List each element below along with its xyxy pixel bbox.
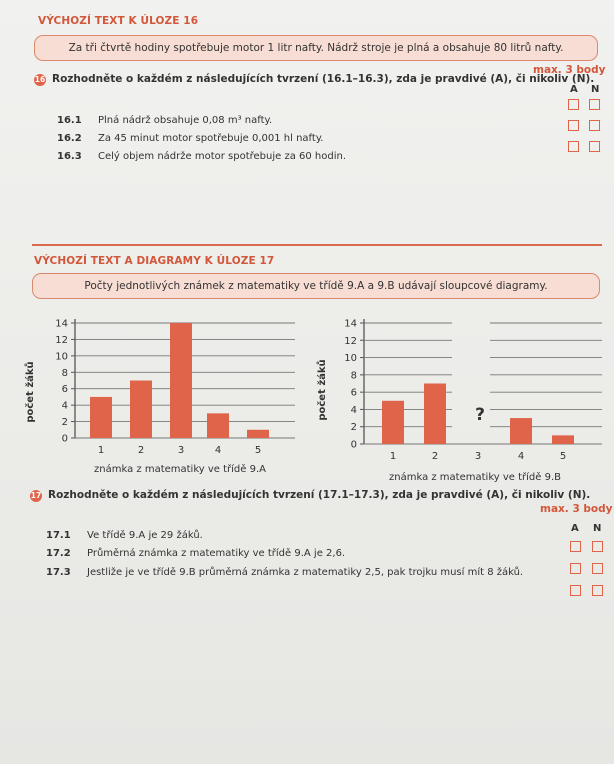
x-tick-label: 2 xyxy=(137,445,145,456)
chart-9b-y-tick-labels xyxy=(344,319,357,451)
checkbox-17-2-n[interactable] xyxy=(592,563,603,574)
x-tick-label: 1 xyxy=(389,451,397,462)
chart-9b-xlabel: známka z matematiky ve třídě 9.B xyxy=(389,472,561,483)
y-tick-label: 8 xyxy=(350,370,357,382)
x-tick-label: 2 xyxy=(431,451,439,462)
checkbox-17-1-a[interactable] xyxy=(570,541,581,552)
section17-intro-box xyxy=(32,273,600,299)
chart-9a-xlabel: známka z matematiky ve třídě 9.A xyxy=(94,464,266,475)
item-16-3-text: Celý objem nádrže motor spotřebuje za 60 hodin. xyxy=(98,151,347,162)
x-tick-label: 4 xyxy=(517,451,525,462)
task16-col-a: A xyxy=(570,84,578,95)
item-16-2-text: Za 45 minut motor spotřebuje 0,001 hl nafty. xyxy=(98,133,324,144)
checkbox-16-1-a[interactable] xyxy=(568,99,579,110)
bar-grade-1 xyxy=(382,401,404,444)
y-tick-label: 4 xyxy=(350,404,357,416)
y-tick-label: 12 xyxy=(55,334,68,346)
bar-grade-1 xyxy=(90,397,112,438)
task16-instruction: Rozhodněte o každém z následujících tvrzení (16.1–16.3), zda je pravdivé (A), či nikoliv (N). xyxy=(52,73,595,85)
y-tick-label: 10 xyxy=(55,351,68,363)
bar-grade-4 xyxy=(510,418,532,444)
bar-grade-2 xyxy=(130,381,152,439)
task17-number-badge: 17 xyxy=(30,491,42,500)
x-tick-label: 3 xyxy=(474,451,482,462)
task17-instruction: Rozhodněte o každém z následujících tvrzení (17.1–17.3), zda je pravdivé (A), či nikoliv (N). xyxy=(48,489,591,501)
checkbox-17-3-a[interactable] xyxy=(570,585,581,596)
x-tick-label: 1 xyxy=(97,445,105,456)
checkbox-16-3-a[interactable] xyxy=(568,141,579,152)
y-tick-label: 2 xyxy=(350,422,357,434)
checkbox-16-2-a[interactable] xyxy=(568,120,579,131)
item-17-1-number: 17.1 xyxy=(46,530,71,541)
y-tick-label: 4 xyxy=(61,400,68,412)
item-17-3-number: 17.3 xyxy=(46,567,71,578)
y-tick-label: 0 xyxy=(350,439,357,451)
y-tick-label: 14 xyxy=(55,318,68,330)
y-tick-label: 2 xyxy=(61,417,68,429)
item-17-1-text: Ve třídě 9.A je 29 žáků. xyxy=(87,530,203,541)
task16-max-points: max. 3 body xyxy=(533,64,606,76)
item-17-3-text: Jestliže je ve třídě 9.B průměrná známka z matematiky 2,5, pak trojku musí mít 8 žáků. xyxy=(87,567,524,578)
y-tick-label: 14 xyxy=(344,318,357,330)
section17-intro-text: Počty jednotlivých známek z matematiky ve třídě 9.A a 9.B udávají sloupcové diagramy. xyxy=(84,280,548,292)
chart-9a-ylabel: počet žáků xyxy=(25,361,36,423)
unknown-bar-marker: ? xyxy=(475,404,485,425)
chart-9a-bars xyxy=(90,323,269,438)
y-tick-label: 8 xyxy=(61,367,68,379)
checkbox-17-2-a[interactable] xyxy=(570,563,581,574)
checkbox-16-2-n[interactable] xyxy=(589,120,600,131)
bar-grade-3 xyxy=(170,323,192,438)
task17-col-n: N xyxy=(593,523,602,534)
chart-9b xyxy=(312,310,610,488)
section17-heading: VÝCHOZÍ TEXT A DIAGRAMY K ÚLOZE 17 xyxy=(34,255,275,267)
section-divider xyxy=(32,244,602,246)
x-tick-label: 5 xyxy=(254,445,262,456)
task16-col-n: N xyxy=(591,84,600,95)
bar-grade-2 xyxy=(424,384,446,445)
y-tick-label: 10 xyxy=(344,353,357,365)
item-16-3-number: 16.3 xyxy=(57,151,82,162)
y-tick-label: 0 xyxy=(61,433,68,445)
item-16-1-text: Plná nádrž obsahuje 0,08 m³ nafty. xyxy=(98,115,273,126)
task16-number-badge: 16 xyxy=(34,75,46,84)
bar-grade-5 xyxy=(552,435,574,444)
item-16-1-number: 16.1 xyxy=(57,115,82,126)
section16-heading: VÝCHOZÍ TEXT K ÚLOZE 16 xyxy=(38,15,199,27)
task17-max-points: max. 3 body xyxy=(540,503,613,515)
item-16-2-number: 16.2 xyxy=(57,133,82,144)
section16-intro-text: Za tři čtvrtě hodiny spotřebuje motor 1 litr nafty. Nádrž stroje je plná a obsahuje 80 litrů nafty. xyxy=(68,42,564,54)
checkbox-17-1-n[interactable] xyxy=(592,541,603,552)
bar-grade-5 xyxy=(247,430,269,438)
y-tick-label: 6 xyxy=(350,387,357,399)
y-tick-label: 6 xyxy=(61,384,68,396)
chart-9a xyxy=(20,310,305,480)
chart-9a-x-tick-labels xyxy=(98,445,261,456)
task17-col-a: A xyxy=(571,523,579,534)
checkbox-16-1-n[interactable] xyxy=(589,99,600,110)
chart-9a-y-tick-labels xyxy=(55,319,68,445)
x-tick-label: 5 xyxy=(559,451,567,462)
item-17-2-number: 17.2 xyxy=(46,548,71,559)
chart-9b-ylabel: počet žáků xyxy=(317,359,328,421)
section16-intro-box xyxy=(34,35,598,61)
x-tick-label: 3 xyxy=(177,445,185,456)
chart-9b-x-tick-labels xyxy=(390,451,566,462)
checkbox-16-3-n[interactable] xyxy=(589,141,600,152)
bar-grade-4 xyxy=(207,413,229,438)
y-tick-label: 12 xyxy=(344,335,357,347)
x-tick-label: 4 xyxy=(214,445,222,456)
item-17-2-text: Průměrná známka z matematiky ve třídě 9.A je 2,6. xyxy=(87,548,346,559)
checkbox-17-3-n[interactable] xyxy=(592,585,603,596)
